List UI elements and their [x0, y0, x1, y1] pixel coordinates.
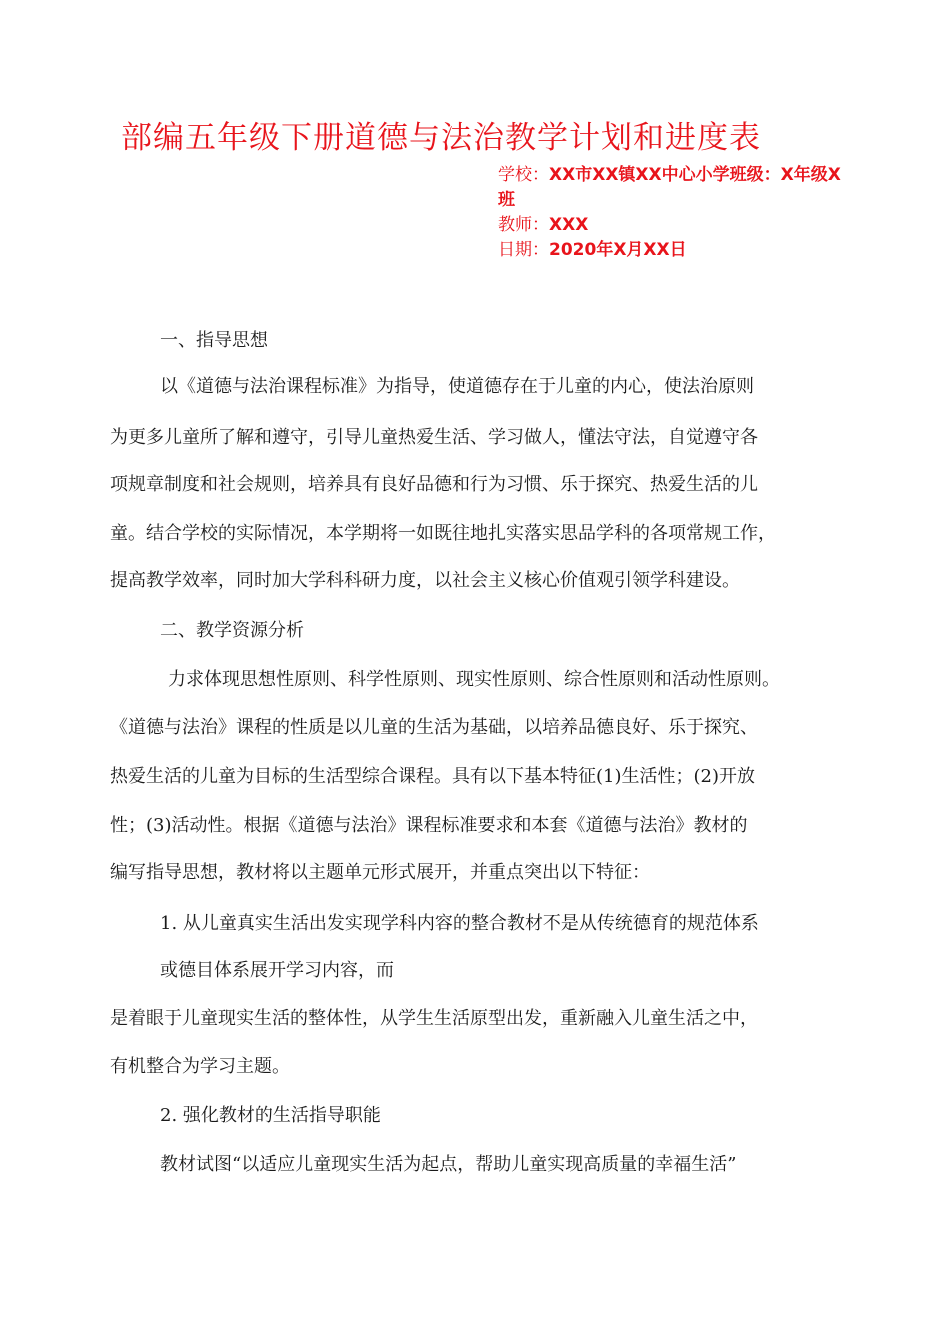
section-heading-resource-analysis: 二、教学资源分析	[160, 620, 304, 641]
paragraph-line: 编写指导思想，教材将以主题单元形式展开，并重点突出以下特征：	[110, 862, 650, 883]
teacher-value: XXX	[549, 215, 589, 235]
teacher-info	[498, 213, 843, 238]
school-value: XX市XX镇XX中心小学班级：X年级X班	[498, 165, 841, 210]
paragraph-line: 或德目体系展开学习内容，而	[160, 960, 394, 981]
school-label: 学校：	[498, 165, 549, 185]
paragraph-line: 童。结合学校的实际情况，本学期将一如既往地扎实落实思品学科的各项常规工作，	[110, 523, 776, 544]
paragraph-line: 是着眼于儿童现实生活的整体性，从学生生活原型出发，重新融入儿童生活之中，	[110, 1008, 758, 1029]
document-title: 部编五年级下册道德与法治教学计划和进度表	[121, 120, 761, 156]
paragraph-line: 教材试图“以适应儿童现实生活为起点，帮助儿童实现高质量的幸福生活”	[160, 1154, 737, 1175]
paragraph-line: 提高教学效率，同时加大学科科研力度，以社会主义核心价值观引领学科建设。	[110, 570, 740, 591]
paragraph-line: 《道德与法治》课程的性质是以儿童的生活为基础，以培养品德良好、乐于探究、	[110, 717, 758, 738]
paragraph-line: 有机整合为学习主题。	[110, 1056, 290, 1077]
paragraph-line: 性；(3)活动性。根据《道德与法治》课程标准要求和本套《道德与法治》教材的	[110, 815, 748, 836]
list-item-1: 1. 从儿童真实生活出发实现学科内容的整合教材不是从传统德育的规范体系	[160, 913, 759, 934]
list-item-2: 2. 强化教材的生活指导职能	[160, 1105, 381, 1126]
date-label: 日期：	[498, 240, 549, 260]
teacher-label: 教师：	[498, 215, 549, 235]
paragraph-line: 力求体现思想性原则、科学性原则、现实性原则、综合性原则和活动性原则。	[168, 669, 780, 690]
paragraph-line: 项规章制度和社会规则，培养具有良好品德和行为习惯、乐于探究、热爱生活的儿	[110, 474, 758, 495]
date-value: 2020年X月XX日	[549, 240, 687, 260]
paragraph-line: 为更多儿童所了解和遵守，引导儿童热爱生活、学习做人，懂法守法，自觉遵守各	[110, 427, 758, 448]
date-info	[498, 238, 843, 263]
paragraph-line: 热爱生活的儿童为目标的生活型综合课程。具有以下基本特征(1)生活性；(2)开放	[110, 766, 755, 787]
paragraph-line: 以《道德与法治课程标准》为指导，使道德存在于儿童的内心，使法治原则	[160, 376, 754, 397]
school-info	[498, 163, 843, 213]
section-heading-guiding-ideology: 一、指导思想	[160, 330, 268, 351]
